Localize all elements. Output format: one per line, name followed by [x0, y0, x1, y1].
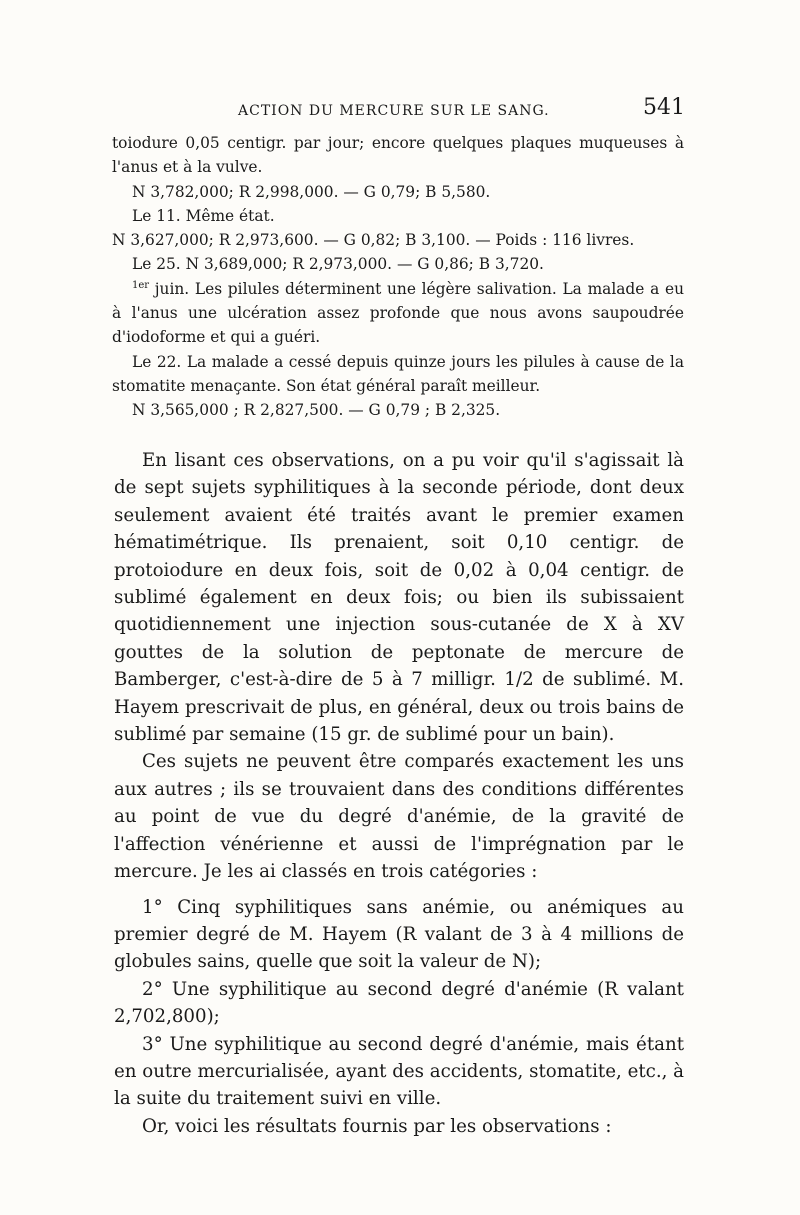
- observation-line: $^{1er}$ juin. Les pilules déterminent une légère salivation. La malade a eu à l'anus une ulcération assez profonde que nous avons saupoudrée d'iodoforme et qui a guéri.: [112, 279, 684, 347]
- ordinal-superscript: 1er: [132, 279, 150, 291]
- category-item: 3° Une syphilitique au second degré d'anémie, mais étant en outre mercurialisée, ayant des accidents, stomatite, etc., à la suite du traitement suivi en ville.: [114, 1033, 685, 1110]
- observation-line: N 3,782,000; R 2,998,000. — G 0,79; B 5,580.: [132, 182, 491, 201]
- category-item: 2° Une syphilitique au second degré d'anémie (R valant 2,702,800);: [114, 978, 684, 1028]
- running-title: ACTION DU MERCURE SUR LE SANG.: [238, 103, 550, 119]
- page-header: [110, 95, 685, 125]
- body-paragraph: Or, voici les résultats fournis par les observations :: [142, 1115, 612, 1137]
- main-text: [114, 447, 684, 1140]
- observation-notes: [112, 131, 684, 423]
- observation-line: Le 22. La malade a cessé depuis quinze jours les pilules à cause de la stomatite menaçante. Son état général paraît meilleur.: [112, 352, 684, 395]
- category-item: 1° Cinq syphilitiques sans anémie, ou anémiques au premier degré de M. Hayem (R valant de 3 à 4 millions de globules sains, quelle que soit la valeur de N);: [114, 896, 684, 973]
- observation-line: N 3,627,000; R 2,973,600. — G 0,82; B 3,100. — Poids : 116 livres.: [112, 231, 635, 250]
- page-number: 541: [643, 95, 685, 120]
- observation-line: Le 25. N 3,689,000; R 2,973,000. — G 0,86; B 3,720.: [132, 255, 544, 274]
- observation-line: Le 11. Même état.: [132, 206, 275, 225]
- body-paragraph: En lisant ces observations, on a pu voir qu'il s'agissait là de sept sujets syphilitiques à la seconde période, dont deux seulement avaient été traités avant le premier examen hématimétrique. Ils prenaient, soit 0,10 centigr. de protoiodure en deux fois, soit de 0,02 à 0,04 centigr. de sublimé également en deux fois; ou bien ils subissaient quotidiennement une injection sous-cutanée de X à XV gouttes de la solution de peptonate de mercure de Bamberger, c'est-à-dire de 5 à 7 milligr. 1/2 de sublimé. M. Hayem prescrivait de plus, en général, deux ou trois bains de sublimé par semaine (15 gr. de sublimé pour un bain).: [114, 450, 684, 746]
- observation-line: N 3,565,000 ; R 2,827,500. — G 0,79 ; B 2,325.: [132, 401, 501, 420]
- body-paragraph: Ces sujets ne peuvent être comparés exactement les uns aux autres ; ils se trouvaient dans des conditions différentes au point de vue du degré d'anémie, de la gravité de l'affection vénérienne et aussi de l'imprégnation par le mercure. Je les ai classés en trois catégories :: [114, 751, 684, 883]
- observation-line: toiodure 0,05 centigr. par jour; encore quelques plaques muqueuses à l'anus et à la vulve.: [112, 134, 684, 177]
